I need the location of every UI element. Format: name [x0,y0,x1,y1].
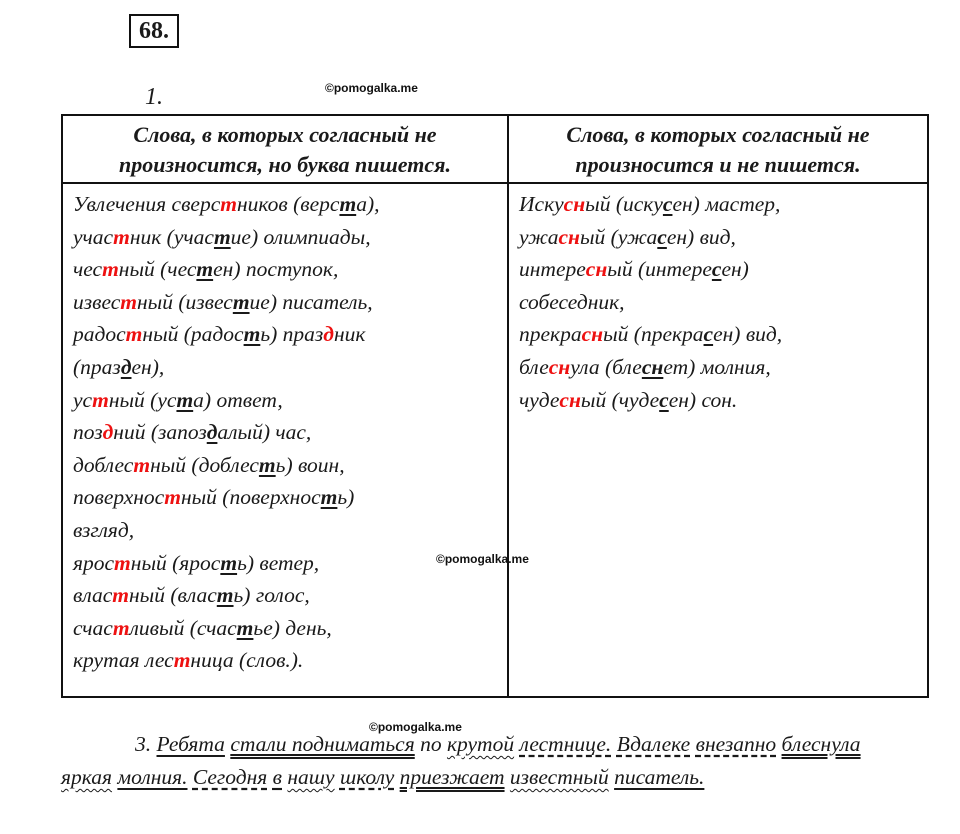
left-column-cell [62,183,508,697]
exercise-number: 68. [129,14,179,48]
header-silent-but-written: Слова, в которых согласный не произносится, но буква пишется. [62,115,508,183]
list-item: прекрасный (прекрасен) вид, [519,322,783,347]
item-3-number: 3. [135,732,152,756]
list-item: поздний (запоздалый) час, [73,420,312,445]
sentence-word: стали подниматься [230,732,415,756]
item-1-label: 1. [145,84,163,110]
list-item: властный (власть) голос, [73,583,310,608]
sentence-word: блеснула [781,732,861,756]
item-3-paragraph [61,728,916,794]
sentence-word: по [420,732,442,756]
sentence-word: молния. [117,765,188,789]
sentence-word: внезапно [695,732,777,756]
watermark: ©pomogalka.me [436,552,529,566]
list-item: чудесный (чудесен) сон. [519,387,738,412]
list-item: счастливый (счастье) день, [73,615,332,640]
sentence-word: приезжает [399,765,505,789]
right-word-list [509,184,927,416]
right-column-cell [508,183,928,697]
sentence-word: нашу [287,765,335,789]
sentence-word: в [272,765,283,789]
sentence-word: яркая [61,765,113,789]
list-item: ужасный (ужасен) вид, [519,224,736,249]
sentence-word: лестнице. [519,732,612,756]
sentence-word: крутой [446,732,515,756]
left-word-list [63,184,507,677]
consonants-table [61,114,929,698]
list-item: (празден), [73,354,165,379]
list-item: участник (участие) олимпиады, [73,224,371,249]
list-item: блеснула (блеснет) молния, [519,354,771,379]
list-item: поверхностный (поверхность) [73,485,355,510]
list-item: собеседник, [519,289,625,314]
list-item: радостный (радость) праздник [73,322,366,347]
list-item: крутая лестница (слов.). [73,648,304,673]
list-item: известный (известие) писатель, [73,289,373,314]
sentence-word: Сегодня [192,765,268,789]
list-item: взгляд, [73,517,135,542]
sentence-word: Вдалеке [616,732,691,756]
list-item: честный (честен) поступок, [73,257,339,282]
watermark: ©pomogalka.me [369,720,462,734]
sentence-word: известный [509,765,609,789]
header-silent-not-written: Слова, в которых согласный не произносится и не пишется. [508,115,928,183]
sentence-word: школу [339,765,395,789]
list-item: доблестный (доблесть) воин, [73,452,345,477]
sentence-word: писатель. [614,765,705,789]
sentence-word: Ребята [156,732,225,756]
watermark: ©pomogalka.me [325,81,418,95]
list-item: интересный (интересен) [519,257,749,282]
list-item: устный (уста) ответ, [73,387,283,412]
list-item: яростный (ярость) ветер, [73,550,320,575]
list-item: Искусный (искусен) мастер, [519,192,781,216]
list-item: Увлечения сверстников (верста), [73,192,380,216]
